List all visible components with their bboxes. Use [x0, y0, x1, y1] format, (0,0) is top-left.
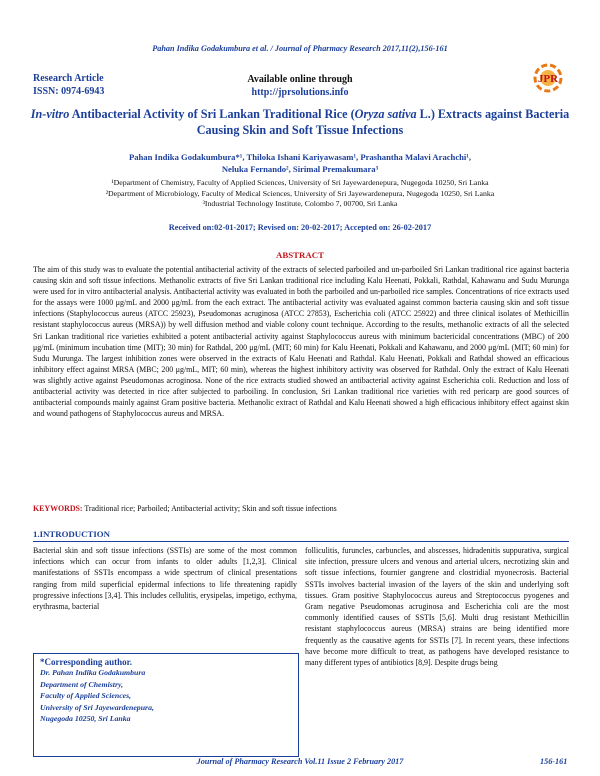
corresponding-author-line: Faculty of Applied Sciences,	[40, 691, 132, 701]
corresponding-author-title: *Corresponding author.	[40, 657, 133, 667]
article-dates: Received on:02-01-2017; Revised on: 20-02-2017; Accepted on: 26-02-2017	[168, 223, 432, 232]
keywords-label: KEYWORDS:	[33, 504, 83, 513]
abstract-heading: ABSTRACT	[276, 250, 324, 260]
journal-url[interactable]: http://jprsolutions.info	[251, 87, 349, 98]
logo-text: JPR	[537, 73, 559, 85]
intro-heading: 1.INTRODUCTION	[33, 529, 110, 539]
available-label: Available online through	[247, 74, 353, 85]
affiliation-2: ²Department of Microbiology, Faculty of Medical Sciences, University of Sri Jayewardenepura, Nugegoda 10250, Sri Lanka	[105, 188, 495, 198]
title-text-1: Antibacterial Activity of Sri Lankan Traditional Rice (	[69, 107, 355, 121]
section-divider	[33, 541, 569, 542]
corresponding-author-box	[33, 653, 299, 757]
article-title	[20, 106, 580, 138]
title-text-2: L.) Extracts against Bacteria Causing Skin and Soft Tissue Infections	[196, 107, 570, 137]
footer-journal: Journal of Pharmacy Research Vol.11 Issue 2 February 2017	[196, 757, 404, 766]
article-type: Research Article	[33, 73, 104, 84]
authors	[30, 151, 570, 175]
article-meta	[33, 72, 104, 98]
keywords	[33, 504, 569, 513]
availability	[200, 73, 400, 99]
intro-left-column: Bacterial skin and soft tissue infections (SSTIs) are some of the most common infections which can occur from infants to older adults [1,2,3]. Clinical manifestations of SSTIs encompass a wide spectrum of clinical presentations ranging from mild superficial epidermal infections to life threatening rapidly progressive infections [3,4]. This includes cellulitis, erysipelas, impetigo, ecthyma, erythrasma, bacterial	[33, 546, 297, 612]
corresponding-author-line: Dr. Pahan Indika Godakumbura	[40, 668, 146, 677]
authors-line-1: Pahan Indika Godakumbura*¹, Thiloka Ishani Kariyawasam¹, Prashantha Malavi Arachchi¹,	[128, 152, 472, 162]
affiliations	[30, 178, 570, 210]
affiliation-3: ³Industrial Technology Institute, Colombo 7, 00700, Sri Lanka	[202, 199, 398, 208]
intro-right-column: folliculitis, furuncles, carbuncles, and abscesses, hidradenitis suppurativa, surgical site infection, pressure ulcers and venous and arterial ulcers, necrotizing skin and soft tissue infections, fournier gangrene and clostridial myonecrosis. Bacterial SSTIs involves bacterial invasion of the layers of the skin and underlying soft tissues. Gram positive Staphylococcus aureus and Streptococcus pyogenes and Gram negative Pseudomonas acruginosa and Escherichia coli are the most commonly identified causes of SSTIs [5,6]. Multi drug resistant Methicillin resistant staphylococcus aureus (MRSA) strains are being identified more frequently as the causative agents for SSTIs [7]. In recent years, these infections have become more difficult to treat, as pathogens have developed resistance to many different types of antibiotics [8,9]. Despite drugs being	[305, 546, 569, 668]
corresponding-author-line: Nugegoda 10250, Sri Lanka	[40, 714, 131, 724]
title-species: Oryza sativa	[354, 107, 417, 121]
journal-logo	[528, 58, 568, 98]
issn: ISSN: 0974-6943	[33, 86, 105, 97]
authors-line-2: Neluka Fernando², Sirimal Premakumara³	[221, 164, 379, 174]
footer-pages: 156-161	[540, 757, 568, 766]
corresponding-author-line: University of Sri Jayewardenepura,	[40, 702, 154, 712]
running-head: Pahan Indika Godakumbura et al. / Journal of Pharmacy Research 2017,11(2),156-161	[152, 44, 448, 53]
affiliation-1: ¹Department of Chemistry, Faculty of Applied Sciences, University of Sri Jayewardenepura, Nugegoda 10250, Sri Lanka	[111, 178, 489, 187]
abstract-text: The aim of this study was to evaluate the potential antibacterial activity of the extracts of selected parboiled and un-parboiled Sri Lankan traditional rice against bacteria causing skin and soft tissue infections. Methanolic extracts of five Sri Lankan traditional rice including Kalu Heenati, Pokkali, Rathdal, Kahawanu and Sudu Murunga were used for in vitro antibacterial analysis. Antibacterial activity was evaluated in both the parboiled and un-parboiled rice samples. Concentrations of rice extracts used for the assays were 1000 μg/mL and 2000 μg/mL from the each extract. The antibacterial activity was evaluated against common bacteria causing skin and soft tissue infections (Staphylococcus aureus (ATCC 25923), Pseudomonas acruginosa (ATCC 27853), Escherichia coli (ATCC 25922) and three clinical isolates of Methicillin resistant staphylococcus aureus (MRSA)) by well diffusion method and viable colony count technique. According to the results, methanolic extracts of all the selected Sri Lankan traditional rice varieties exhibited a potent antibacterial activity against Staphylococcus aureus with minimum bactericidal concentrations (MBC) of 200 μg/mL (minimum incubation time (MIT); 30 min) for Rathdal, 200 μg/mL (MIT; 60 min) for Kalu Heenati, Pokkali and Kahawanu, and 2000 μg/mL (MIT; 60 min) for Sudu Murunga. The largest inhibition zones were observed in the extracts of Kalu Heenati and Rathdal. Kalu Heenati, Pokkali and Rathdal showed an efficacious inhibitory effect against MRSA (MBC; 200 μg/mL, MIT; 60 min), whereas the highest inhibitory activity was observed for Rathdal. Only the extract of Kalu Heenati was slightly active against Pseudomonas acroginosa. None of the rice extracts studied showed an antibacterial activity against Escherichia coli. Reduction and loss of antibacterial activity was detected in rice after subjected to parboiling. In conclusion, Sri Lankan traditional rice varieties with red pericarp are good sources of antibacterial compounds mainly against Gram positive bacteria. Methanolic extract of Rathdal and Kalu Heenati showed a high efficacious inhibitory effect against skin and wound pathogens of Staphylococcus aureus and MRSA.	[33, 265, 569, 419]
corresponding-author-line: Department of Chemistry,	[40, 679, 124, 689]
keywords-text: Traditional rice; Parboiled; Antibacterial activity; Skin and soft tissue infections	[82, 504, 337, 513]
title-in-vitro: In-vitro	[30, 107, 70, 121]
